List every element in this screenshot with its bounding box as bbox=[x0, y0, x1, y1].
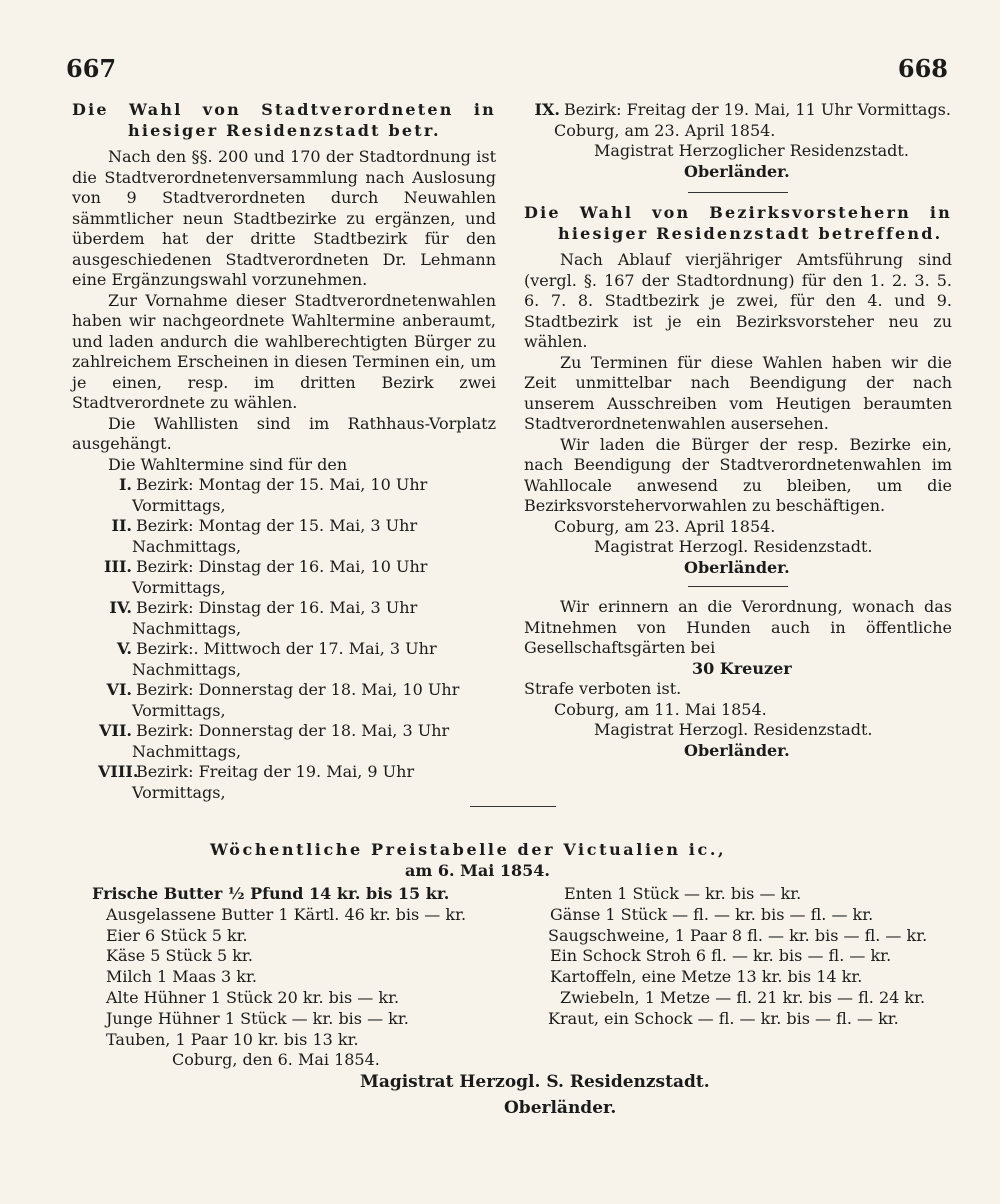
right-column bbox=[524, 100, 952, 761]
page-number-right: 668 bbox=[897, 54, 948, 83]
district-9: IX. Bezirk: Freitag der 19. Mai, 11 Uhr Vormittags. bbox=[534, 100, 951, 119]
list-item: Milch 1 Maas 3 kr. bbox=[106, 967, 257, 987]
district-8: VIII.Bezirk: Freitag der 19. Mai, 9 Uhr Vormittags, bbox=[98, 762, 415, 802]
list-item: Saugschweine, 1 Paar 8 fl. — kr. bis — fl. — kr. bbox=[548, 925, 928, 945]
article1-para4: Die Wahltermine sind für den bbox=[108, 454, 348, 474]
separator-3 bbox=[470, 806, 556, 807]
price-list-right bbox=[548, 884, 968, 1030]
article1-dateline: Coburg, am 23. April 1854. bbox=[554, 120, 776, 140]
district-3: III. Bezirk: Dinstag der 16. Mai, 10 Uhr Vormittags, bbox=[103, 557, 428, 597]
district-1: I. Bezirk: Montag der 15. Mai, 10 Uhr Vormittags, bbox=[118, 475, 428, 515]
article1-para3: Die Wahllisten sind im Rathhaus-Vorplatz ausgehängt. bbox=[72, 413, 496, 453]
article3-signer: Oberländer. bbox=[684, 740, 790, 760]
price-table-signer: Oberländer. bbox=[504, 1098, 617, 1118]
article2-dateline: Coburg, am 23. April 1854. bbox=[554, 516, 776, 536]
list-item: Ein Schock Stroh 6 fl. — kr. bis — fl. — kr. bbox=[550, 946, 892, 966]
separator-2 bbox=[688, 586, 788, 587]
article3-para2: Strafe verboten ist. bbox=[524, 679, 682, 698]
article2-heading: Die Wahl von Bezirksvorstehern in hiesiger Residenzstadt betreffend. bbox=[524, 203, 952, 243]
price-table-dateline: Coburg, den 6. Mai 1854. bbox=[172, 1050, 380, 1069]
price-list-left bbox=[92, 884, 522, 1050]
list-item: Kraut, ein Schock — fl. — kr. bis — fl. — kr. bbox=[548, 1008, 899, 1028]
list-item: Eier 6 Stück 5 kr. bbox=[106, 925, 248, 945]
district-5: V. Bezirk:. Mittwoch der 17. Mai, 3 Uhr Nachmittags, bbox=[116, 639, 437, 679]
price-table-authority: Magistrat Herzogl. S. Residenzstadt. bbox=[360, 1072, 710, 1092]
article2-para2: Zu Terminen für diese Wahlen haben wir die Zeit unmittelbar nach Beendigung der nach unserem Ausschreiben vom Heutigen beraumten Stadtverordnetenwahlen ausersehen. bbox=[524, 352, 952, 433]
article2-signer: Oberländer. bbox=[684, 557, 790, 577]
list-item: Gänse 1 Stück — fl. — kr. bis — fl. — kr. bbox=[550, 904, 874, 924]
article3-authority: Magistrat Herzogl. Residenzstadt. bbox=[594, 720, 873, 739]
article3-para1: Wir erinnern an die Verordnung, wonach das Mitnehmen von Hunden auch in öffentliche Gesellschaftsgärten bei bbox=[524, 597, 952, 657]
list-item: Frische Butter ½ Pfund 14 kr. bis 15 kr. bbox=[92, 884, 450, 903]
price-table-title: Wöchentliche Preistabelle der Victualien ic., bbox=[210, 840, 727, 859]
article1-heading: Die Wahl von Stadtverordneten in hiesiger Residenzstadt betr. bbox=[72, 100, 496, 140]
district-6: VI. Bezirk: Donnerstag der 18. Mai, 10 Uhr Vormittags, bbox=[106, 680, 460, 720]
district-7: VII. Bezirk: Donnerstag der 18. Mai, 3 Uhr Nachmittags, bbox=[99, 721, 450, 761]
article3-dateline: Coburg, am 11. Mai 1854. bbox=[554, 699, 767, 719]
list-item: Enten 1 Stück — kr. bis — kr. bbox=[564, 884, 802, 903]
list-item: Käse 5 Stück 5 kr. bbox=[106, 946, 253, 966]
article1-signer: Oberländer. bbox=[684, 161, 790, 181]
article2-para1: Nach Ablauf vierjähriger Amtsführung sind (vergl. §. 167 der Stadtordnung) für den 1. 2. 3. 5. 6. 7. 8. Stadtbezirk je zwei, für den 4. und 9. Stadtbezirk ist je ein Bezirksvorsteher neu zu wählen. bbox=[524, 250, 952, 351]
article2-authority: Magistrat Herzogl. Residenzstadt. bbox=[594, 537, 873, 556]
article2-para3: Wir laden die Bürger der resp. Bezirke ein, nach Beendigung der Stadtverordnetenwahlen im Wahllocale anwesend zu bleiben, um die Bezirksvorstehervorwahlen zu beschäftigen. bbox=[524, 434, 952, 515]
article1-para2: Zur Vornahme dieser Stadtverordnetenwahlen haben wir nachgeordnete Wahltermine anberaumt, und laden andurch die wahlberechtigten Bürger zu zahlreichem Erscheinen in diesen Terminen ein, um je einen, resp. im dritten Bezirk zwei Stadtverordnete zu wählen. bbox=[72, 290, 496, 412]
list-item: Zwiebeln, 1 Metze — fl. 21 kr. bis — fl. 24 kr. bbox=[560, 987, 926, 1007]
article3-amount: 30 Kreuzer bbox=[692, 658, 792, 678]
list-item: Junge Hühner 1 Stück — kr. bis — kr. bbox=[106, 1008, 409, 1028]
left-column bbox=[72, 100, 496, 803]
list-item: Ausgelassene Butter 1 Kärtl. 46 kr. bis — kr. bbox=[106, 904, 467, 924]
list-item: Tauben, 1 Paar 10 kr. bis 13 kr. bbox=[106, 1029, 359, 1049]
article1-para1: Nach den §§. 200 und 170 der Stadtordnung ist die Stadtverordnetenversammlung nach Auslosung von 9 Stadtverordneten durch Neuwahlen sämmtlicher neun Stadtbezirke zu ergänzen, und überdem hat der dritte Stadtbezirk für den ausgeschiedenen Stadtverordneten Dr. Lehmann eine Ergänzungswahl vorzunehmen. bbox=[72, 147, 496, 289]
district-4: IV. Bezirk: Dinstag der 16. Mai, 3 Uhr Nachmittags, bbox=[109, 598, 418, 638]
page-number-left: 667 bbox=[66, 54, 117, 83]
price-table-heading bbox=[0, 840, 1000, 881]
article1-authority: Magistrat Herzoglicher Residenzstadt. bbox=[594, 141, 909, 160]
list-item: Kartoffeln, eine Metze 13 kr. bis 14 kr. bbox=[550, 967, 863, 987]
district-2: II. Bezirk: Montag der 15. Mai, 3 Uhr Nachmittags, bbox=[111, 516, 418, 556]
list-item: Alte Hühner 1 Stück 20 kr. bis — kr. bbox=[106, 987, 400, 1007]
price-table-date: am 6. Mai 1854. bbox=[405, 860, 550, 880]
separator-1 bbox=[688, 192, 788, 193]
